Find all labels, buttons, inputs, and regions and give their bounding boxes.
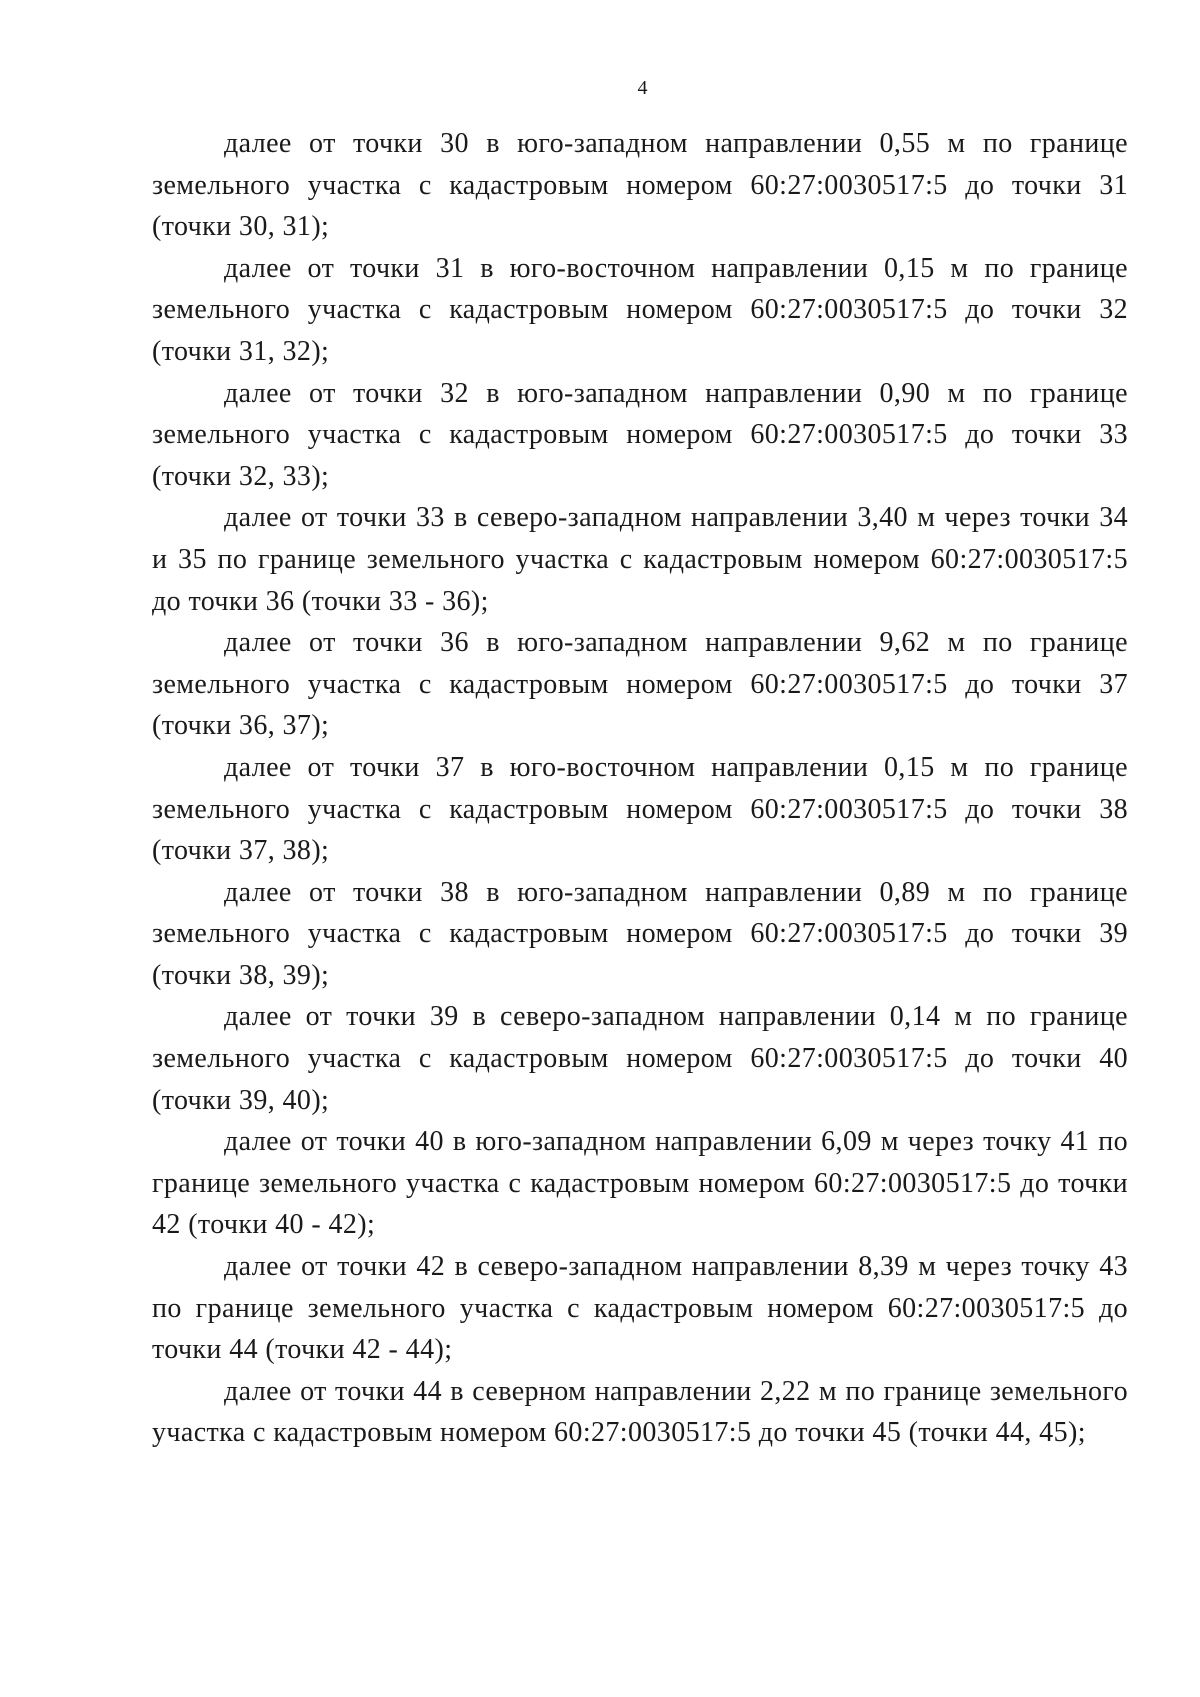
paragraph-8: далее от точки 39 в северо-западном направлении 0,14 м по границе земельного участка с кадастровым номером 60:27:0030517:5 до точки 40 (точки 39, 40); — [152, 1001, 1128, 1116]
paragraph-7: далее от точки 38 в юго-западном направлении 0,89 м по границе земельного участка с кадастровым номером 60:27:0030517:5 до точки 39 (точки 38, 39); — [152, 876, 1128, 991]
paragraph-4: далее от точки 33 в северо-западном направлении 3,40 м через точки 34 и 35 по границе земельного участка с кадастровым номером 60:27:0030517:5 до точки 36 (точки 33 - 36); — [152, 502, 1128, 617]
paragraph-1: далее от точки 30 в юго-западном направлении 0,55 м по границе земельного участка с кадастровым номером 60:27:0030517:5 до точки 31 (точки 30, 31); — [152, 128, 1128, 243]
paragraph-3: далее от точки 32 в юго-западном направлении 0,90 м по границе земельного участка с кадастровым номером 60:27:0030517:5 до точки 33 (точки 32, 33); — [152, 377, 1128, 492]
paragraph-10: далее от точки 42 в северо-западном направлении 8,39 м через точку 43 по границе земельного участка с кадастровым номером 60:27:0030517:5 до точки 44 (точки 42 - 44); — [152, 1251, 1128, 1366]
paragraph-5: далее от точки 36 в юго-западном направлении 9,62 м по границе земельного участка с кадастровым номером 60:27:0030517:5 до точки 37 (точки 36, 37); — [152, 627, 1128, 742]
document-body — [152, 123, 1128, 1454]
paragraph-6: далее от точки 37 в юго-восточном направлении 0,15 м по границе земельного участка с кадастровым номером 60:27:0030517:5 до точки 38 (точки 37, 38); — [152, 751, 1128, 867]
paragraph-2: далее от точки 31 в юго-восточном направлении 0,15 м по границе земельного участка с кадастровым номером 60:27:0030517:5 до точки 32 (точки 31, 32); — [152, 252, 1128, 367]
paragraph-11: далее от точки 44 в северном направлении 2,22 м по границе земельного участка с кадастровым номером 60:27:0030517:5 до точки 45 (точки 44, 45); — [152, 1375, 1128, 1449]
paragraph-9: далее от точки 40 в юго-западном направлении 6,09 м через точку 41 по границе земельного участка с кадастровым номером 60:27:0030517:5 до точки 42 (точки 40 - 42); — [152, 1126, 1128, 1241]
page-number: 4 — [637, 77, 648, 99]
